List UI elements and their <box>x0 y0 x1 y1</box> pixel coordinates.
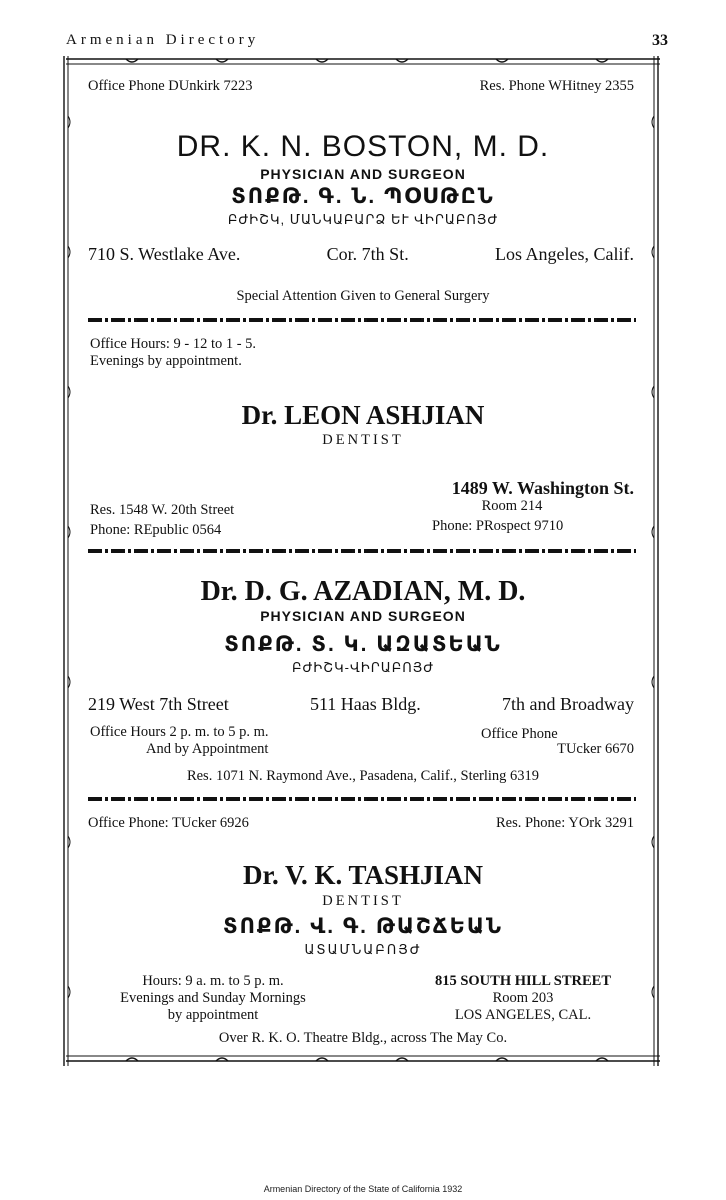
city: Los Angeles, Calif. <box>495 244 634 264</box>
ornamental-border-left <box>62 56 72 1066</box>
office-phone-label: Office Phone <box>481 726 558 742</box>
profession-armenian: ԱՏԱՄՆԱԲՈՅԺ <box>304 942 422 957</box>
city: LOS ANGELES, CAL. <box>454 1007 592 1023</box>
profession-armenian: ԲԺԻՇԿ, ՄԱՆԿԱԲԱՐՁ ԵՒ ՎԻՐԱԲՈՅԺ <box>227 212 499 227</box>
res-phone: Phone: REpublic 0564 <box>90 522 222 538</box>
page-footer: Armenian Directory of the State of California 1932 <box>263 1184 463 1194</box>
ornamental-border-right <box>650 56 660 1066</box>
office-address: 815 SOUTH HILL STREET <box>434 973 612 989</box>
location-note: Over R. K. O. Theatre Bldg., across The May Co. <box>218 1030 508 1046</box>
dash-dot-divider <box>88 316 636 324</box>
doctor-name: Dr. V. K. TASHJIAN <box>242 860 484 890</box>
evening-note: Evenings and Sunday Mornings <box>120 990 306 1006</box>
profession: PHYSICIAN AND SURGEON <box>260 608 466 624</box>
res-phone: Res. Phone WHitney 2355 <box>479 78 634 94</box>
profession: DENTIST <box>322 432 404 448</box>
street-address: 219 West 7th Street <box>88 694 229 714</box>
special-note: Special Attention Given to General Surgery <box>236 288 490 304</box>
ad-azadian-address <box>88 694 634 715</box>
profession: PHYSICIAN AND SURGEON <box>260 166 466 182</box>
ornamental-border-bottom <box>66 1053 660 1065</box>
page-number: 33 <box>652 32 668 49</box>
profession-armenian: ԲԺԻՇԿ-ՎԻՐԱԲՈՅԺ <box>291 660 435 675</box>
doctor-name-armenian: ՏՈՔԹ. Վ. Գ. ԹԱՇՃԵԱՆ <box>223 915 503 938</box>
dash-dot-divider <box>88 547 636 555</box>
residence: Res. 1071 N. Raymond Ave., Pasadena, Calif., Sterling 6319 <box>186 768 540 784</box>
profession: DENTIST <box>322 893 404 909</box>
evening-note: Evenings by appointment. <box>90 353 242 369</box>
ad-boston-phones <box>88 78 634 95</box>
doctor-name-armenian: ՏՈՔԹ. Տ. Կ. ԱԶԱՏԵԱՆ <box>224 633 502 656</box>
corner: 7th and Broadway <box>502 694 634 714</box>
office-phone: Office Phone: TUcker 6926 <box>88 815 249 831</box>
office-hours: Office Hours 2 p. m. to 5 p. m. <box>90 724 269 740</box>
running-header-title: Armenian Directory <box>66 32 260 48</box>
building: 511 Haas Bldg. <box>309 694 421 714</box>
res-phone: Res. Phone: YOrk 3291 <box>495 815 634 831</box>
office-room: Room 214 <box>481 498 543 514</box>
office-hours: Office Hours: 9 - 12 to 1 - 5. <box>90 336 257 352</box>
doctor-name: Dr. LEON ASHJIAN <box>241 400 485 430</box>
hours: Hours: 9 a. m. to 5 p. m. <box>142 973 284 989</box>
dash-dot-divider <box>88 795 636 803</box>
office-address: 1489 W. Washington St. <box>451 478 634 498</box>
res-address: Res. 1548 W. 20th Street <box>90 502 235 518</box>
doctor-name: DR. K. N. BOSTON, M. D. <box>176 130 550 163</box>
ornamental-border-top <box>66 56 660 68</box>
office-room: Room 203 <box>492 990 554 1006</box>
doctor-name-armenian: ՏՈՔԹ. Գ. Ն. ՊՕՍԹԸՆ <box>231 185 495 208</box>
office-phone: TUcker 6670 <box>557 741 634 757</box>
appointment-note: And by Appointment <box>146 741 269 757</box>
doctor-name: Dr. D. G. AZADIAN, M. D. <box>200 576 526 607</box>
office-phone: Phone: PRospect 9710 <box>432 518 564 534</box>
ad-boston-address <box>88 244 634 265</box>
office-phone: Office Phone DUnkirk 7223 <box>88 78 253 94</box>
appointment-note: by appointment <box>167 1007 259 1023</box>
street-address: 710 S. Westlake Ave. <box>88 244 241 264</box>
corner: Cor. 7th St. <box>326 244 409 264</box>
ad-tashjian-phones <box>88 815 634 832</box>
